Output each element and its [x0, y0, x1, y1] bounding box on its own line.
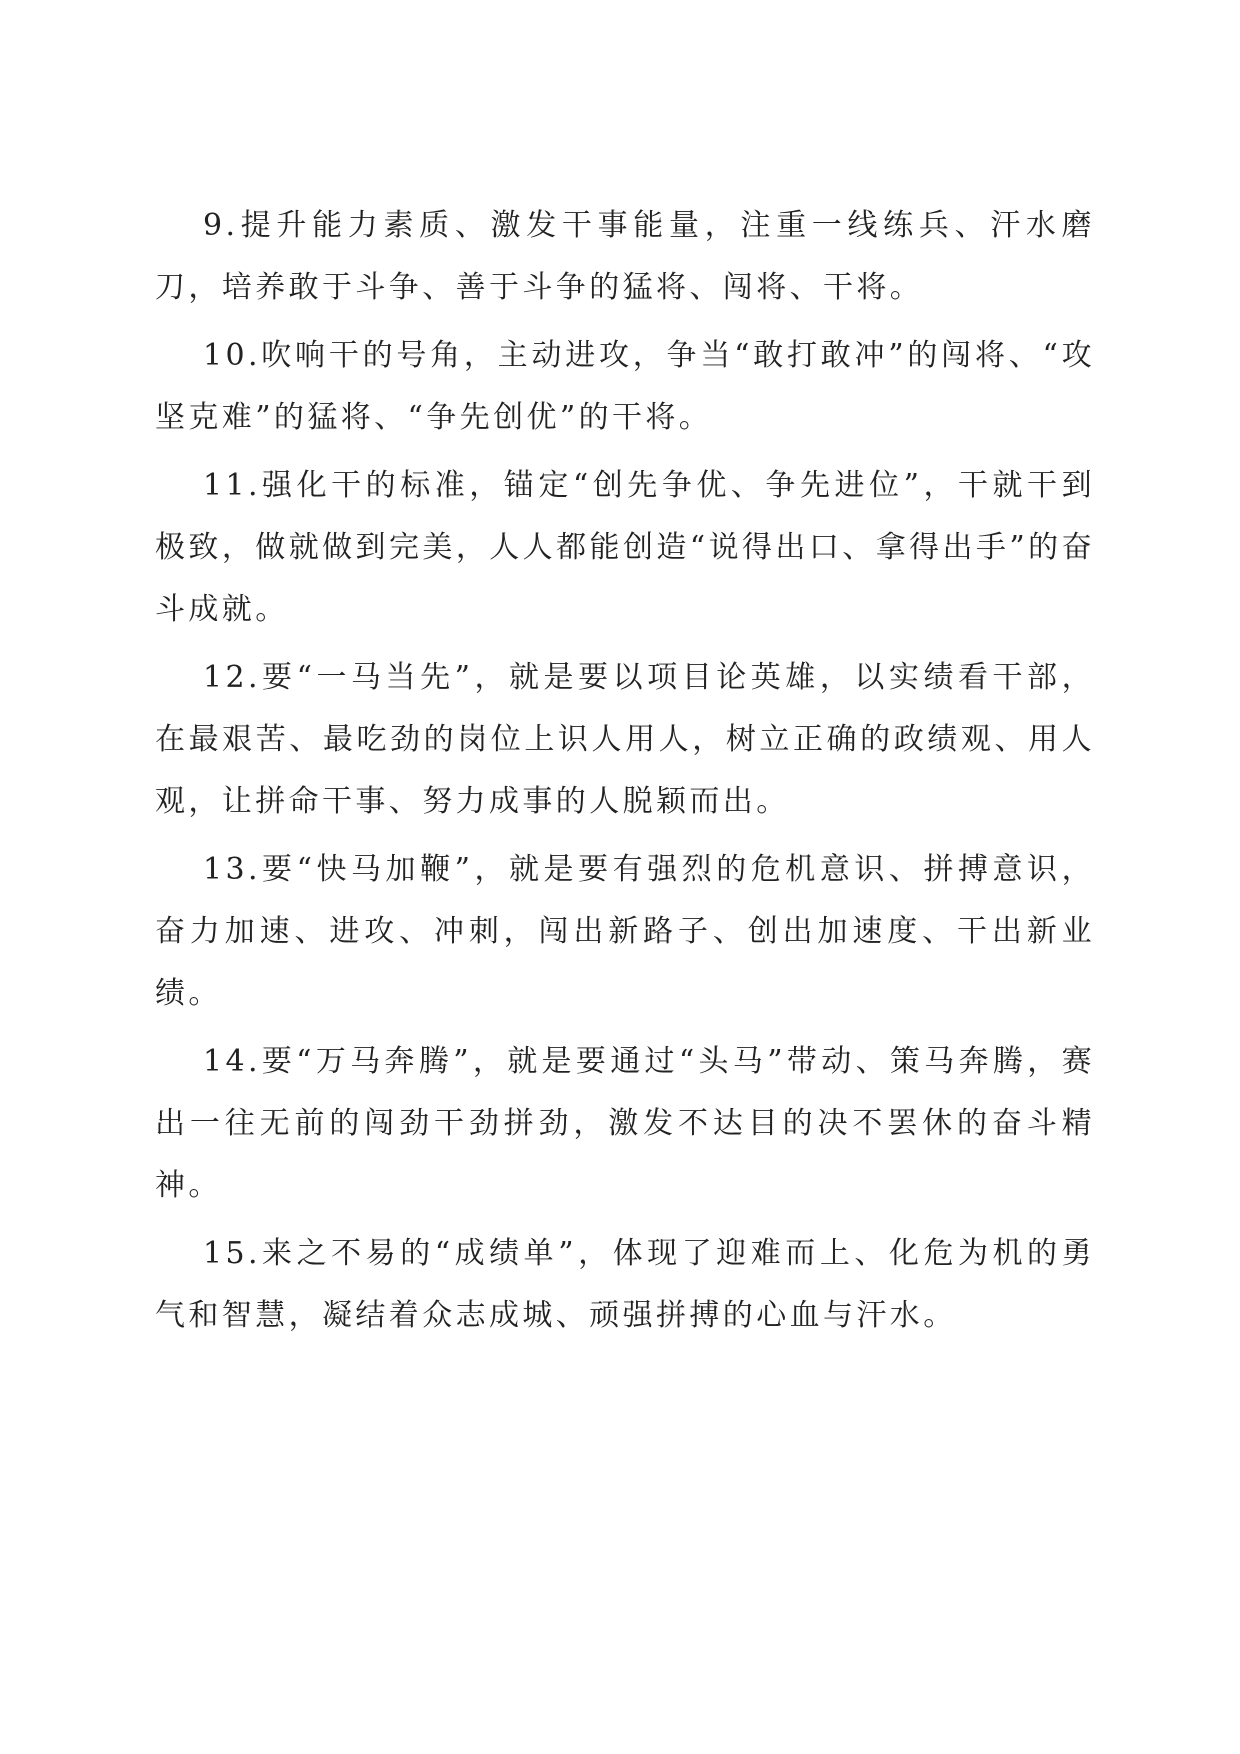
- document-body: [155, 195, 1095, 1353]
- paragraph-15: 15.来之不易的“成绩单”，体现了迎难而上、化危为机的勇气和智慧，凝结着众志成城、顽强拼搏的心血与汗水。: [155, 1236, 1095, 1333]
- paragraph-10: 10.吹响干的号角，主动进攻，争当“敢打敢冲”的闯将、“攻坚克难”的猛将、“争先创优”的干将。: [155, 338, 1095, 435]
- paragraph-14: 14.要“万马奔腾”，就是要通过“头马”带动、策马奔腾，赛出一往无前的闯劲干劲拼劲，激发不达目的决不罢休的奋斗精神。: [155, 1044, 1095, 1203]
- paragraph-12: 12.要“一马当先”，就是要以项目论英雄，以实绩看干部，在最艰苦、最吃劲的岗位上识人用人，树立正确的政绩观、用人观，让拼命干事、努力成事的人脱颖而出。: [155, 660, 1095, 819]
- paragraph-13: 13.要“快马加鞭”，就是要有强烈的危机意识、拼搏意识，奋力加速、进攻、冲刺，闯出新路子、创出加速度、干出新业绩。: [155, 852, 1095, 1011]
- paragraph-11: 11.强化干的标准，锚定“创先争优、争先进位”，干就干到极致，做就做到完美，人人都能创造“说得出口、拿得出手”的奋斗成就。: [155, 468, 1095, 627]
- paragraph-9: 9.提升能力素质、激发干事能量，注重一线练兵、汗水磨刀，培养敢于斗争、善于斗争的猛将、闯将、干将。: [155, 208, 1095, 305]
